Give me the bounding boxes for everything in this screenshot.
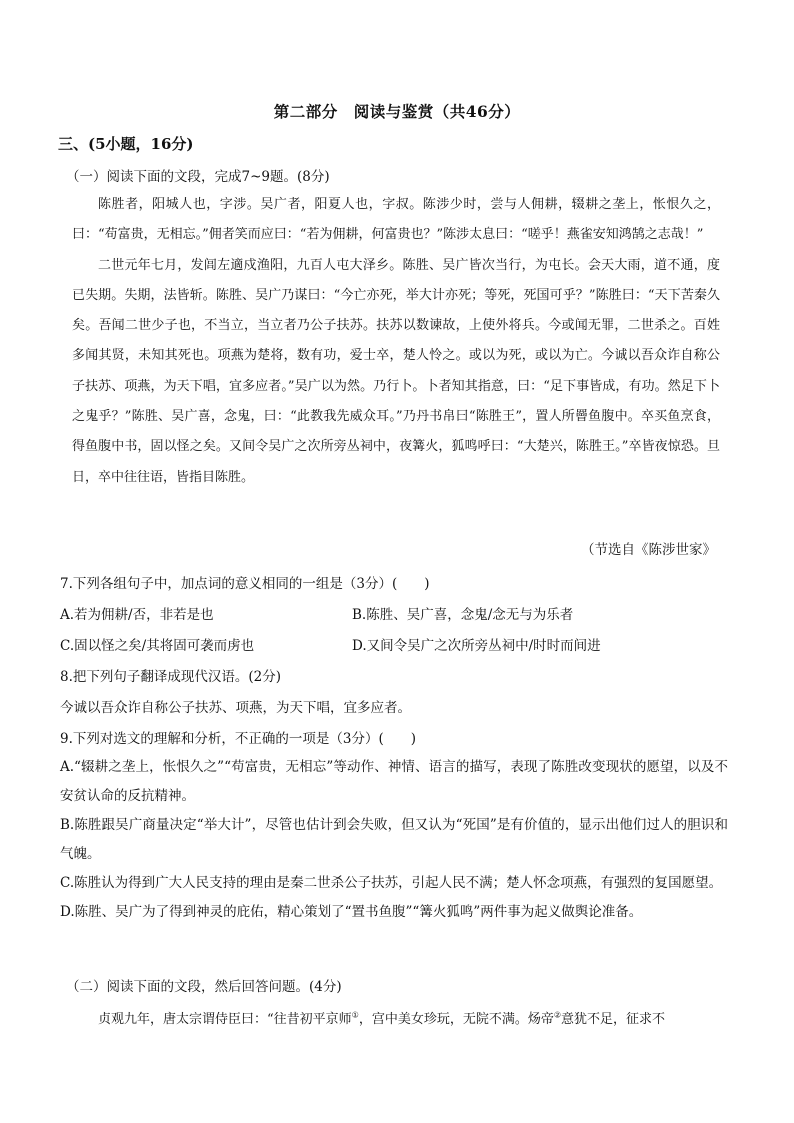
section-heading: 三、(5小题，16分) xyxy=(58,135,194,153)
question-8-stem: 8.把下列句子翻译成现代汉语。(2分) xyxy=(60,669,282,685)
question-9-stem: 9.下列对选文的理解和分析，不正确的一项是（3分）( ) xyxy=(60,731,417,747)
passage-two-text-start: 贞观九年，唐太宗谓侍臣曰：“往昔初平京师 xyxy=(98,1012,352,1027)
question-9-option-a: A.“辍耕之垄上，怅恨久之”“苟富贵，无相忘”等动作、神情、语言的描写，表现了陈胜改变现状的愿望，以及不安贫认命的反抗精神。 xyxy=(60,759,728,804)
passage-two-text-middle: ，宫中美女珍玩，无院不满。炀帝 xyxy=(358,1012,554,1027)
passage-one-paragraph-1: 陈胜者，阳城人也，字涉。吴广者，阳夏人也，字叔。陈涉少时，尝与人佣耕，辍耕之垄上，怅恨久之，曰：“苟富贵，无相忘。”佣者笑而应曰：“若为佣耕，何富贵也？”陈涉太息曰：“嗟乎！燕雀安知鸿鹄之志哉！” xyxy=(72,197,720,243)
passage-source: （节选自《陈涉世家》 xyxy=(581,542,716,558)
passage-one xyxy=(72,190,720,493)
subsection-one-instruction: （一）阅读下面的文段，完成7~9题。(8分) xyxy=(66,169,330,185)
part-title: 第二部分 阅读与鉴赏（共46分） xyxy=(273,102,521,121)
question-9-options xyxy=(60,753,728,927)
passage-one-paragraph-2: 二世元年七月，发闾左適戍渔阳，九百人屯大泽乡。陈胜、吴广皆次当行，为屯长。会天大雨，道不通，度已失期。失期，法皆斩。陈胜、吴广乃谋曰：“今亡亦死，举大计亦死；等死，死国可乎？”陈胜曰：“天下苦秦久矣。吾闻二世少子也，不当立，当立者乃公子扶苏。扶苏以数谏故，上使外将兵。今或闻无罪，二世杀之。百姓多闻其贤，未知其死也。项燕为楚将，数有功，爱士卒，楚人怜之。或以为死，或以为亡。今诚以吾众诈自称公子扶苏、项燕，为天下唱，宜多应者。”吴广以为然。乃行卜。卜者知其指意，曰：“足下事皆成，有功。然足下卜之鬼乎？”陈胜、吴广喜，念鬼，曰：“此教我先威众耳。”乃丹书帛曰“陈胜王”，置人所罾鱼腹中。卒买鱼烹食，得鱼腹中书，固以怪之矣。又间令吴广之次所旁丛祠中，夜篝火，狐鸣呼曰：“大楚兴，陈胜王。”卒皆夜惊恐。旦日，卒中往往语，皆指目陈胜。 xyxy=(72,257,720,485)
question-8-sentence: 今诚以吾众诈自称公子扶苏、项燕，为天下唱，宜多应者。 xyxy=(60,700,411,716)
question-7-option-c: C.固以怪之矣/其将固可袭而虏也 xyxy=(60,638,255,654)
question-7-option-a: A.若为佣耕/否，非若是也 xyxy=(60,607,214,623)
question-7-stem: 7.下列各组句子中，加点词的意义相同的一组是（3分）( ) xyxy=(60,576,430,592)
passage-two xyxy=(72,1005,720,1035)
passage-two-text-end: 意犹不足，征求不 xyxy=(561,1012,666,1027)
subsection-two-instruction: （二）阅读下面的文段，然后回答问题。(4分) xyxy=(66,979,342,995)
question-9-option-b: B.陈胜跟吴广商量决定“举大计”，尽管也估计到会失败，但又认为“死国”是有价值的，显示出他们过人的胆识和气魄。 xyxy=(60,817,728,862)
footnote-marker-2: ② xyxy=(553,1010,562,1020)
question-7-option-d: D.又间令吴广之次所旁丛祠中/时时而间进 xyxy=(352,638,601,654)
question-9-option-d: D.陈胜、吴广为了得到神灵的庇佑，精心策划了“置书鱼腹”“篝火狐鸣”两件事为起义做舆论准备。 xyxy=(60,904,643,920)
footnote-marker-1: ① xyxy=(351,1010,359,1020)
question-7-option-b: B.陈胜、吴广喜，念鬼/念无与为乐者 xyxy=(352,607,574,623)
question-9-option-c: C.陈胜认为得到广大人民支持的理由是秦二世杀公子扶苏，引起人民不满；楚人怀念项燕，有强烈的复国愿望。 xyxy=(60,875,723,891)
